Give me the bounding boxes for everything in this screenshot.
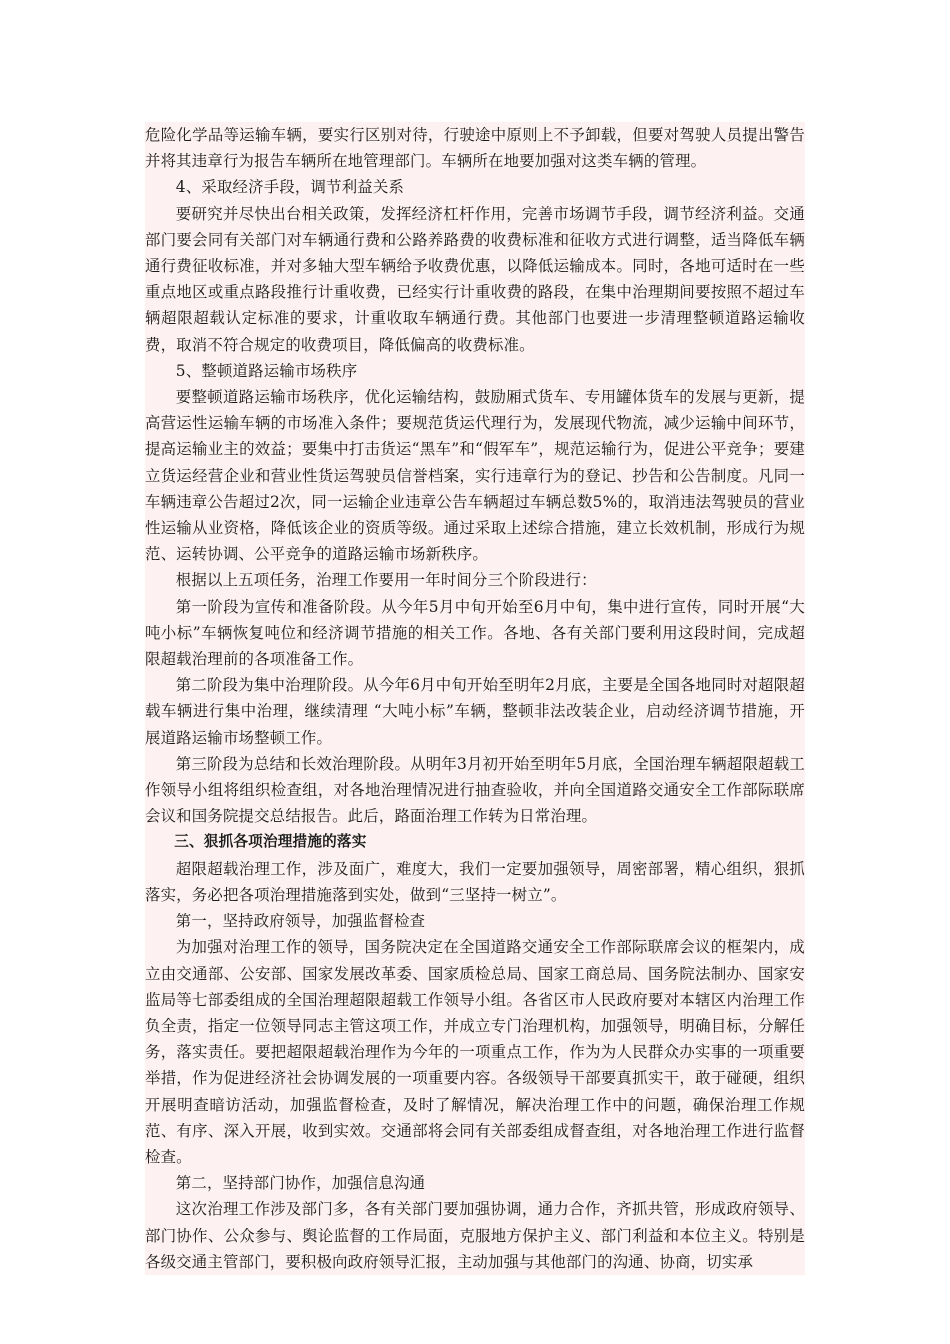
section-heading-market-order: 5、整顿道路运输市场秩序 [145, 358, 805, 384]
document-page [145, 122, 805, 1275]
paragraph-economic-measures: 要研究并尽快出台相关政策，发挥经济杠杆作用，完善市场调节手段，调节经济利益。交通部门要会同有关部门对车辆通行费和公路养路费的收费标准和征收方式进行调整，适当降低车辆通行费征收标准，并对多轴大型车辆给予收费优惠，以降低运输成本。同时，各地可适时在一些重点地区或重点路段推行计重收费，已经实行计重收费的路段，在集中治理期间要按照不超过车辆超限超载认定标准的要求，计重收取车辆通行费。其他部门也要进一步清理整顿道路运输收费，取消不符合规定的收费项目，降低偏高的收费标准。 [145, 201, 805, 358]
paragraph-hazmat-vehicles: 危险化学品等运输车辆，要实行区别对待，行驶途中原则上不予卸载，但要对驾驶人员提出警告并将其违章行为报告车辆所在地管理部门。车辆所在地要加强对这类车辆的管理。 [145, 122, 805, 174]
paragraph-phase-one: 第一阶段为宣传和准备阶段。从今年5月中旬开始至6月中旬，集中进行宣传，同时开展“大吨小标”车辆恢复吨位和经济调节措施的相关工作。各地、各有关部门要利用这段时间，完成超限超载治理前的各项准备工作。 [145, 594, 805, 673]
paragraph-government-leadership: 为加强对治理工作的领导，国务院决定在全国道路交通安全工作部际联席会议的框架内，成立由交通部、公安部、国家发展改革委、国家质检总局、国家工商总局、国务院法制办、国家安监局等七部委组成的全国治理超限超载工作领导小组。各省区市人民政府要对本辖区内治理工作负全责，指定一位领导同志主管这项工作，并成立专门治理机构，加强领导，明确目标，分解任务，落实责任。要把超限超载治理作为今年的一项重点工作，作为为人民群众办实事的一项重要举措，作为促进经济社会协调发展的一项重要内容。各级领导干部要真抓实干，敢于碰硬，组织开展明查暗访活动，加强监督检查，及时了解情况，解决治理工作中的问题，确保治理工作规范、有序、深入开展，收到实效。交通部将会同有关部委组成督查组，对各地治理工作进行监督检查。 [145, 934, 805, 1170]
subheading-government-leadership: 第一，坚持政府领导，加强监督检查 [145, 908, 805, 934]
section-heading-economic-measures: 4、采取经济手段，调节利益关系 [145, 174, 805, 200]
paragraph-department-cooperation: 这次治理工作涉及部门多，各有关部门要加强协调，通力合作，齐抓共管，形成政府领导、部门协作、公众参与、舆论监督的工作局面，克服地方保护主义、部门利益和本位主义。特别是各级交通主管部门，要积极向政府领导汇报，主动加强与其他部门的沟通、协商，切实承 [145, 1196, 805, 1275]
paragraph-implementation-intro: 超限超载治理工作，涉及面广，难度大，我们一定要加强领导，周密部署，精心组织，狠抓落实，务必把各项治理措施落到实处，做到“三坚持一树立”。 [145, 856, 805, 908]
section-heading-implementation: 三、狠抓各项治理措施的落实 [145, 829, 805, 855]
paragraph-three-phases-intro: 根据以上五项任务，治理工作要用一年时间分三个阶段进行： [145, 567, 805, 593]
subheading-department-cooperation: 第二，坚持部门协作，加强信息沟通 [145, 1170, 805, 1196]
paragraph-market-order: 要整顿道路运输市场秩序，优化运输结构，鼓励厢式货车、专用罐体货车的发展与更新，提高营运性运输车辆的市场准入条件；要规范货运代理行为，发展现代物流，减少运输中间环节，提高运输业主的效益；要集中打击货运“黑车”和“假军车”，规范运输行为，促进公平竞争；要建立货运经营企业和营业性货运驾驶员信誉档案，实行违章行为的登记、抄告和公告制度。凡同一车辆违章公告超过2次，同一运输企业违章公告车辆超过车辆总数5%的，取消违法驾驶员的营业性运输从业资格，降低该企业的资质等级。通过采取上述综合措施，建立长效机制，形成行为规范、运转协调、公平竞争的道路运输市场新秩序。 [145, 384, 805, 567]
paragraph-phase-two: 第二阶段为集中治理阶段。从今年6月中旬开始至明年2月底，主要是全国各地同时对超限超载车辆进行集中治理，继续清理 “大吨小标”车辆，整顿非法改装企业，启动经济调节措施，开展道路运输市场整顿工作。 [145, 672, 805, 751]
paragraph-phase-three: 第三阶段为总结和长效治理阶段。从明年3月初开始至明年5月底，全国治理车辆超限超载工作领导小组将组织检查组，对各地治理情况进行抽查验收，并向全国道路交通安全工作部际联席会议和国务院提交总结报告。此后，路面治理工作转为日常治理。 [145, 751, 805, 830]
